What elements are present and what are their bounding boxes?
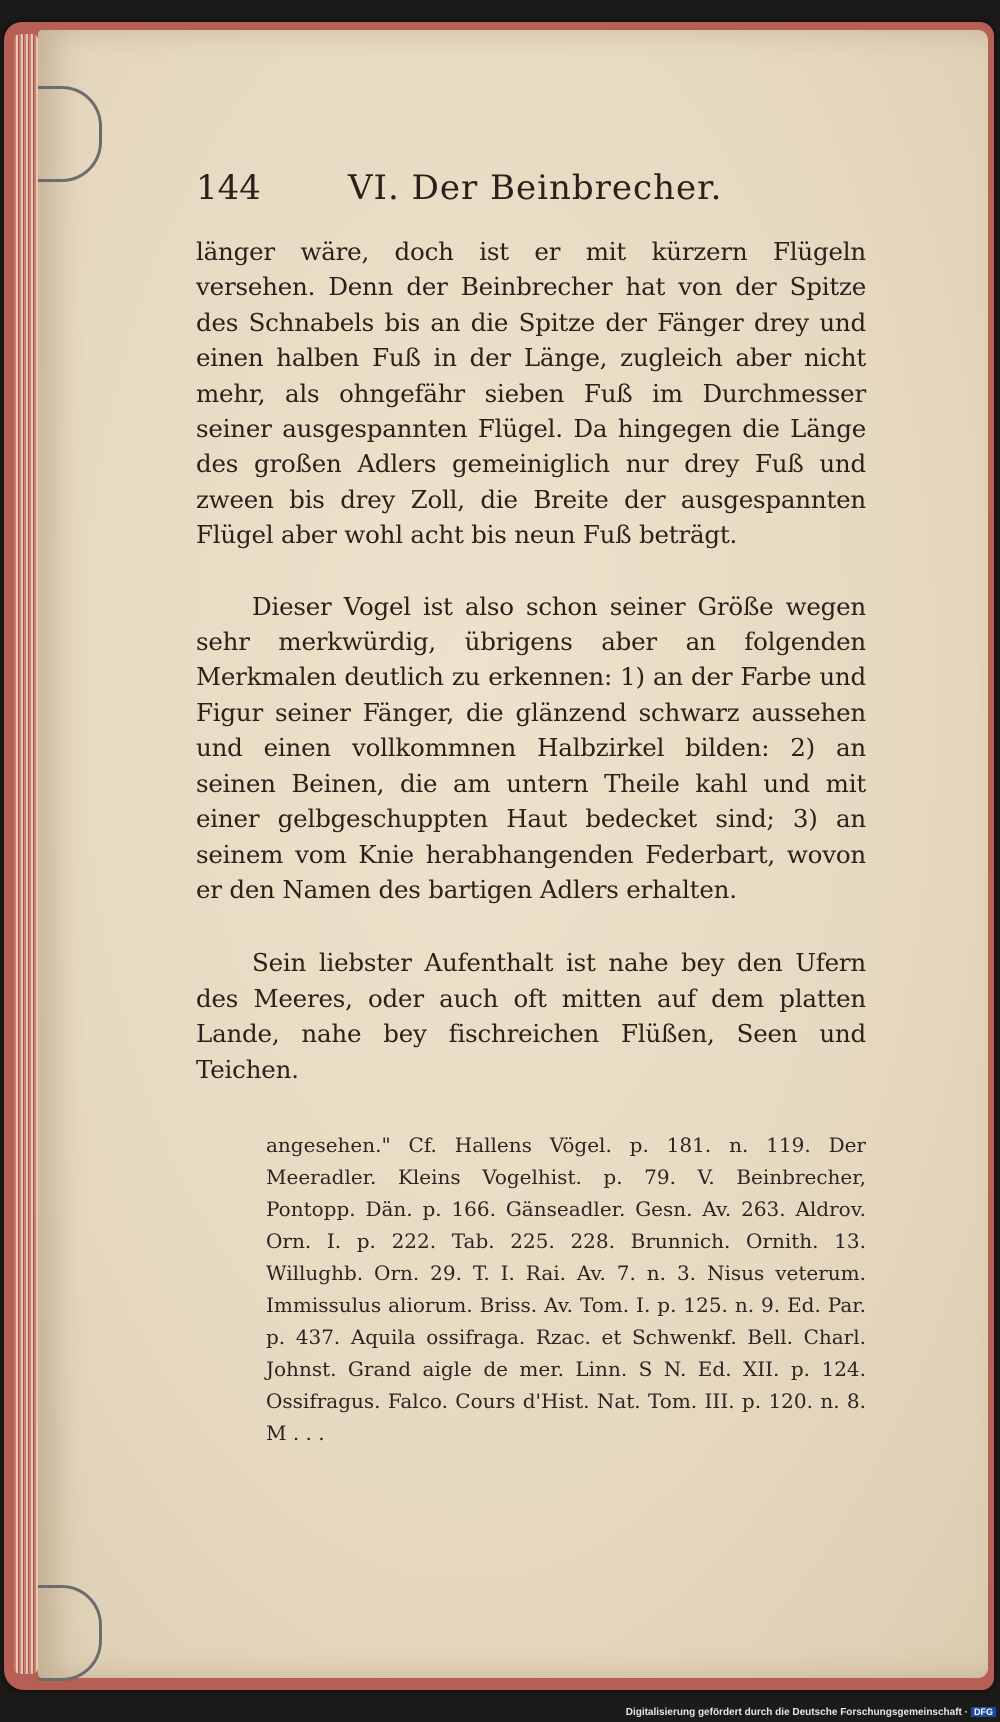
body-paragraph-2: Dieser Vogel ist also schon seiner Größe wegen sehr merkwürdig, übrigens aber an folgenden Merkmalen deutlich zu erkennen: 1) an der Farbe und Figur seiner Fänger, die glänzend schwarz aussehen und einen vollkommnen Halbzirkel bilden: 2) an seinen Beinen, die am untern Theile kahl und mit einer gelbgeschuppten Haut bedecket sind; 3) an seinem vom Knie herabhangenden Federbart, wovon er den Namen des bartigen Adlers erhalten.: [196, 591, 866, 904]
body-paragraph-3: Sein liebster Aufenthalt ist nahe bey den Ufern des Meeres, oder auch oft mitten auf dem platten Lande, nahe bey fischreichen Flüßen, Seen und Teichen.: [196, 948, 866, 1084]
dfg-logo-icon: DFG: [971, 1707, 996, 1717]
credit-text: Digitalisierung gefördert durch die Deutsche Forschungsgemeinschaft ·: [625, 1707, 968, 1718]
bottom-clip-icon: [38, 1585, 102, 1681]
body-paragraph-1: länger wäre, doch ist er mit kürzern Flügeln versehen. Denn der Beinbrecher hat von der Spitze des Schnabels bis an die Spitze der Fänger drey und einen halben Fuß in der Länge, zugleich aber nicht mehr, als ohngefähr sieben Fuß im Durchmesser seiner ausgespannten Flügel. Da hingegen die Länge des großen Adlers gemeiniglich nur drey Fuß und zween bis drey Zoll, die Breite der ausgespannten Flügel aber wohl acht bis neun Fuß beträgt.: [196, 237, 866, 550]
running-header: [196, 164, 866, 212]
digitization-credit: [626, 1707, 996, 1718]
page-edge-stripes: [14, 34, 38, 1674]
footnote: angesehen." Cf. Hallens Vögel. p. 181. n. 119. Der Meeradler. Kleins Vogelhist. p. 79. V. Beinbrecher, Pontopp. Dän. p. 166. Gänseadler. Gesn. Av. 263. Aldrov. Orn. I. p. 222. Tab. 225. 228. Brunnich. Ornith. 13. Willughb. Orn. 29. T. I. Rai. Av. 7. n. 3. Nisus veterum. Immissulus aliorum. Briss. Av. Tom. I. p. 125. n. 9. Ed. Par. p. 437. Aquila ossifraga. Rzac. et Schwenkf. Bell. Charl. Johnst. Grand aigle de mer. Linn. S N. Ed. XII. p. 124. Ossifragus. Falco. Cours d'Hist. Nat. Tom. III. p. 120. n. 8. M . . .: [266, 1132, 866, 1445]
page-text-block: [196, 164, 866, 1449]
top-clip-icon: [38, 86, 102, 182]
chapter-title: VI. Der Beinbrecher.: [348, 168, 723, 208]
page-number: 144: [196, 168, 261, 208]
